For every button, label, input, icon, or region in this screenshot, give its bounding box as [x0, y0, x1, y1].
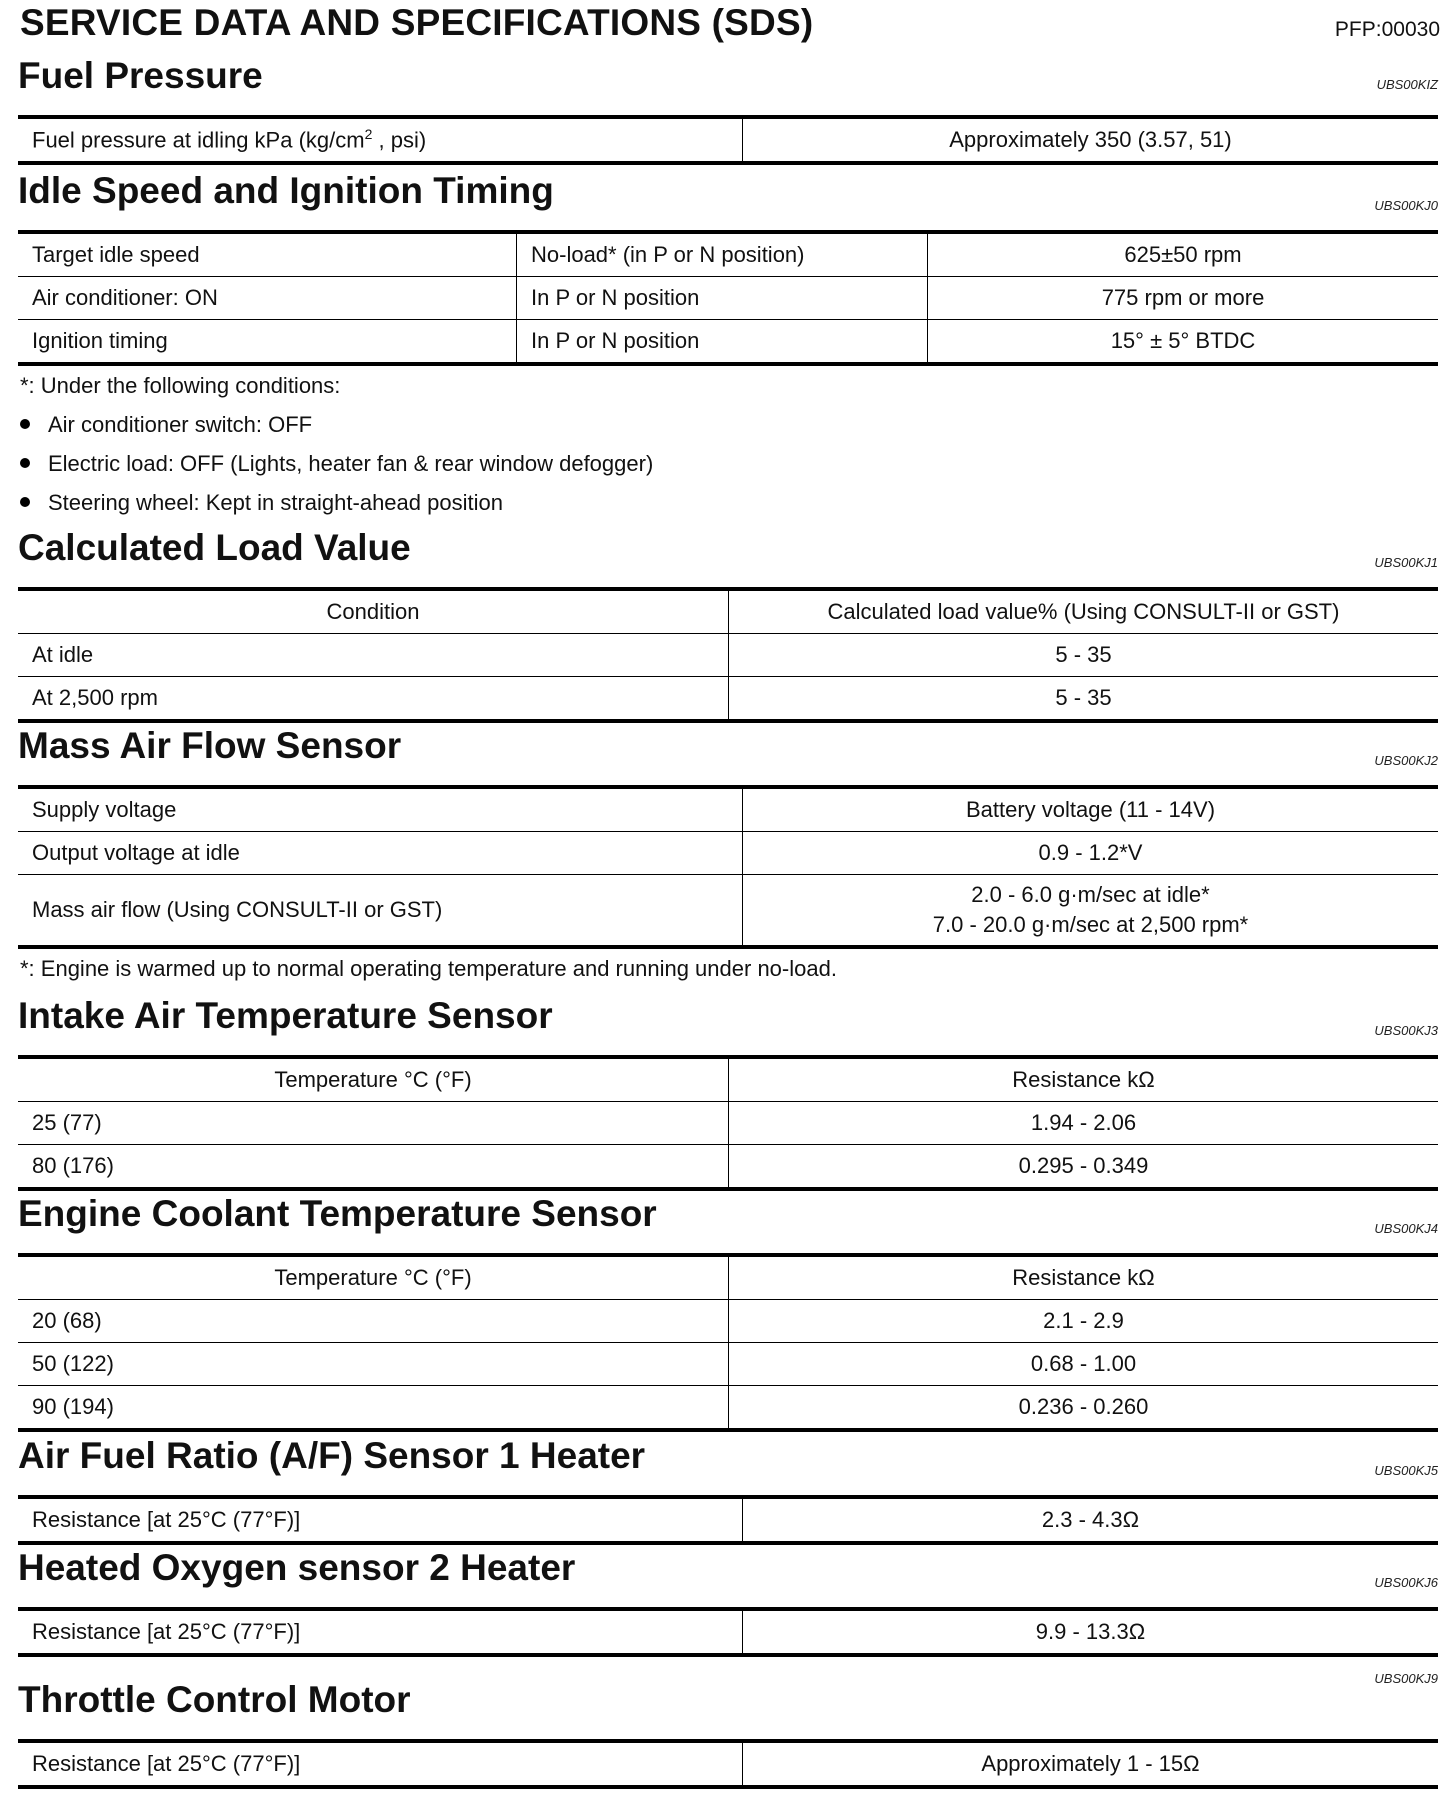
column-header: Condition — [326, 599, 420, 624]
table-cell: 0.9 - 1.2*V — [743, 832, 1439, 875]
section-fuel-pressure — [18, 55, 1438, 165]
section-header — [18, 725, 1438, 785]
list-item: Air conditioner switch: OFF — [18, 405, 1438, 444]
spec-table — [18, 1253, 1438, 1432]
section-title: Intake Air Temperature Sensor — [18, 995, 553, 1036]
section-header — [18, 995, 1438, 1055]
table-header-row — [18, 589, 1438, 634]
table-cell: Fuel pressure at idling kPa ($kg/cm^2$ , psi) — [32, 126, 427, 153]
table-cell: 2.0 - 6.0 g·m/sec at idle* 7.0 - 20.0 g·m/sec at 2,500 rpm* — [743, 875, 1439, 948]
section-code: UBS00KJ1 — [1374, 555, 1438, 570]
table-row — [18, 232, 1438, 277]
page-title: SERVICE DATA AND SPECIFICATIONS (SDS) — [20, 2, 814, 43]
table-row — [18, 634, 1438, 677]
section-title: Engine Coolant Temperature Sensor — [18, 1193, 657, 1234]
section-ho2s2-heater — [18, 1547, 1438, 1657]
section-iat-sensor — [18, 995, 1438, 1191]
section-header — [18, 1667, 1438, 1739]
list-item: Electric load: OFF (Lights, heater fan & rear window defogger) — [18, 444, 1438, 483]
spec-table — [18, 115, 1438, 165]
table-cell: Approximately 350 (3.57, 51) — [743, 117, 1439, 163]
section-header — [18, 1435, 1438, 1495]
section-header — [18, 1193, 1438, 1253]
table-cell: 0.295 - 0.349 — [729, 1145, 1439, 1190]
table-row — [18, 320, 1438, 365]
table-cell: 775 rpm or more — [928, 277, 1439, 320]
section-title: Fuel Pressure — [18, 55, 263, 96]
table-row — [18, 1300, 1438, 1343]
spec-table — [18, 230, 1438, 366]
spec-table — [18, 1739, 1438, 1789]
section-calculated-load — [18, 527, 1438, 723]
section-title: Air Fuel Ratio (A/F) Sensor 1 Heater — [18, 1435, 646, 1476]
table-cell: 90 (194) — [18, 1386, 729, 1431]
table-header-row — [18, 1255, 1438, 1300]
table-cell: Battery voltage (11 - 14V) — [743, 787, 1439, 832]
section-code: UBS00KIZ — [1376, 77, 1438, 92]
table-cell: Ignition timing — [18, 320, 517, 365]
bullet-icon — [20, 458, 30, 468]
spec-table — [18, 1495, 1438, 1545]
section-header — [18, 55, 1438, 115]
bullet-icon — [20, 497, 30, 507]
section-af-sensor-heater — [18, 1435, 1438, 1545]
table-cell: 0.236 - 0.260 — [729, 1386, 1439, 1431]
section-title: Heated Oxygen sensor 2 Heater — [18, 1547, 576, 1588]
table-cell: Resistance [at 25°C (77°F)] — [32, 1619, 301, 1644]
table-row — [18, 677, 1438, 722]
table-cell: 15° ± 5° BTDC — [928, 320, 1439, 365]
section-title: Throttle Control Motor — [18, 1679, 411, 1720]
column-header: Resistance kΩ — [729, 1255, 1439, 1300]
table-row — [18, 1497, 1438, 1543]
table-cell: At idle — [18, 634, 729, 677]
table-cell: 20 (68) — [18, 1300, 729, 1343]
spec-table — [18, 1055, 1438, 1191]
table-row — [18, 277, 1438, 320]
section-code: UBS00KJ4 — [1374, 1221, 1438, 1236]
table-cell: 5 - 35 — [729, 634, 1439, 677]
table-row — [18, 1386, 1438, 1431]
table-cell: 80 (176) — [18, 1145, 729, 1190]
table-cell: 625±50 rpm — [928, 232, 1439, 277]
section-code: UBS00KJ5 — [1374, 1463, 1438, 1478]
section-title: Calculated Load Value — [18, 527, 411, 568]
section-code: UBS00KJ6 — [1374, 1575, 1438, 1590]
section-code: UBS00KJ2 — [1374, 753, 1438, 768]
table-cell: Mass air flow (Using CONSULT-II or GST) — [18, 875, 743, 948]
table-cell: Air conditioner: ON — [18, 277, 517, 320]
section-code: UBS00KJ9 — [1374, 1671, 1438, 1686]
table-row — [18, 1145, 1438, 1190]
table-row — [18, 1609, 1438, 1655]
section-header — [18, 527, 1438, 587]
column-header: Temperature °C (°F) — [274, 1265, 472, 1290]
section-title: Idle Speed and Ignition Timing — [18, 170, 554, 211]
table-cell: 50 (122) — [18, 1343, 729, 1386]
table-row — [18, 1343, 1438, 1386]
table-cell: Approximately 1 - 15Ω — [743, 1741, 1439, 1787]
footnote: *: Under the following conditions: — [20, 373, 341, 398]
table-cell: No-load* (in P or N position) — [517, 232, 928, 277]
table-cell: Supply voltage — [32, 797, 177, 822]
table-cell: At 2,500 rpm — [18, 677, 729, 722]
section-header — [18, 170, 1438, 230]
footnote: *: Engine is warmed up to normal operating temperature and running under no-load. — [20, 956, 837, 981]
section-code: UBS00KJ0 — [1374, 198, 1438, 213]
column-header: Temperature °C (°F) — [274, 1067, 472, 1092]
table-cell: In P or N position — [517, 277, 928, 320]
table-cell: 0.68 - 1.00 — [729, 1343, 1439, 1386]
table-cell: Resistance [at 25°C (77°F)] — [32, 1751, 301, 1776]
table-cell: 1.94 - 2.06 — [729, 1102, 1439, 1145]
spec-table — [18, 785, 1438, 949]
table-header-row — [18, 1057, 1438, 1102]
table-row — [18, 875, 1438, 948]
spec-table — [18, 1607, 1438, 1657]
section-idle-speed — [18, 170, 1438, 522]
section-header — [18, 1547, 1438, 1607]
table-row — [18, 787, 1438, 832]
table-row — [18, 832, 1438, 875]
section-ect-sensor — [18, 1193, 1438, 1432]
section-throttle-motor — [18, 1667, 1438, 1789]
table-row — [18, 1102, 1438, 1145]
column-header: Resistance kΩ — [729, 1057, 1439, 1102]
table-cell: Output voltage at idle — [18, 832, 743, 875]
table-cell: 9.9 - 13.3Ω — [743, 1609, 1439, 1655]
list-item: Steering wheel: Kept in straight-ahead position — [18, 483, 1438, 522]
section-title: Mass Air Flow Sensor — [18, 725, 402, 766]
section-maf-sensor — [18, 725, 1438, 988]
spec-table — [18, 587, 1438, 723]
section-code: UBS00KJ3 — [1374, 1023, 1438, 1038]
table-cell: In P or N position — [517, 320, 928, 365]
table-cell: 25 (77) — [18, 1102, 729, 1145]
table-cell: Target idle speed — [32, 242, 200, 267]
bullet-icon — [20, 419, 30, 429]
table-cell: 2.1 - 2.9 — [729, 1300, 1439, 1343]
table-row — [18, 1741, 1438, 1787]
table-cell: Resistance [at 25°C (77°F)] — [32, 1507, 301, 1532]
page-code: PFP:00030 — [1334, 18, 1440, 41]
column-header: Calculated load value% (Using CONSULT-II or GST) — [729, 589, 1439, 634]
table-cell: 2.3 - 4.3Ω — [743, 1497, 1439, 1543]
table-row — [18, 117, 1438, 163]
table-cell: 5 - 35 — [729, 677, 1439, 722]
